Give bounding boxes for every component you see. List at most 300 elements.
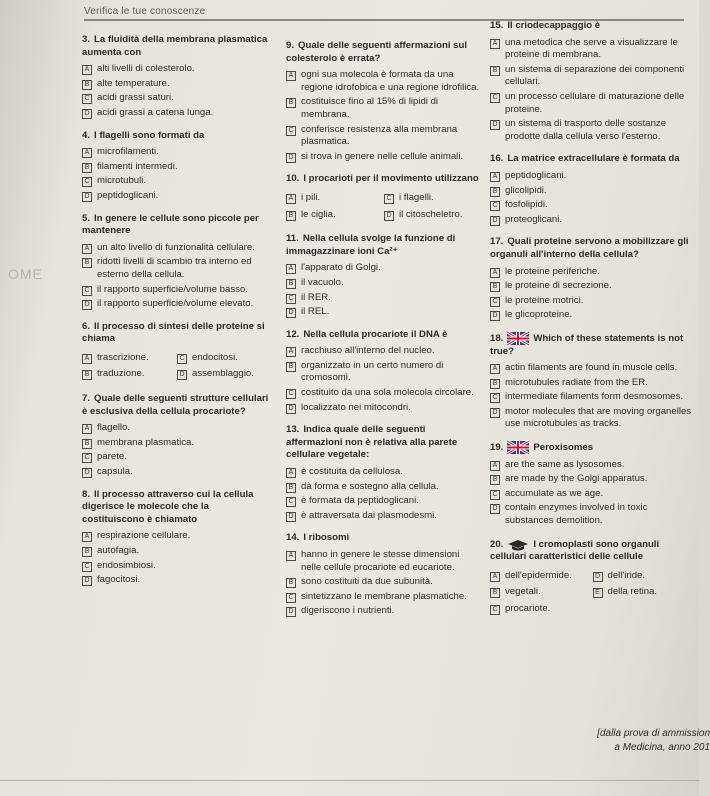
question-block bbox=[490, 332, 695, 431]
option-letter-box: A bbox=[82, 354, 92, 364]
option-text: motor molecules that are moving organelles use microtubules as tracks. bbox=[505, 405, 692, 430]
option-text: costituito da una sola molecola circolare. bbox=[301, 387, 474, 399]
option-letter-box: C bbox=[490, 605, 500, 615]
question-block bbox=[286, 233, 482, 319]
option-letter-box: D bbox=[490, 408, 500, 418]
answer-option[interactable] bbox=[82, 437, 272, 450]
question-text bbox=[82, 213, 272, 238]
answer-option[interactable] bbox=[490, 377, 695, 390]
option-text: le ciglia. bbox=[301, 208, 336, 220]
option-row bbox=[82, 350, 272, 367]
option-text: il citoscheletro. bbox=[399, 208, 463, 220]
option-letter-box: C bbox=[490, 297, 500, 307]
option-text: le proteine periferiche. bbox=[505, 265, 600, 277]
option-text: peptidoglicani. bbox=[97, 189, 159, 201]
option-letter-box: A bbox=[286, 551, 296, 561]
answer-option[interactable] bbox=[490, 266, 695, 279]
option-text: il vacuolo. bbox=[301, 276, 344, 288]
answer-option[interactable] bbox=[82, 451, 272, 464]
answer-option[interactable] bbox=[490, 488, 695, 501]
option-text: trascrizione. bbox=[97, 351, 149, 363]
option-text: respirazione cellulare. bbox=[97, 530, 191, 542]
answer-option[interactable] bbox=[82, 298, 272, 311]
option-letter-box: D bbox=[490, 120, 500, 130]
option-letter-box: A bbox=[490, 461, 500, 471]
option-letter-box: A bbox=[82, 244, 92, 254]
option-letter-box: B bbox=[286, 98, 296, 108]
option-letter-box: D bbox=[82, 109, 92, 119]
option-text: membrana plasmatica. bbox=[97, 436, 195, 448]
answer-option[interactable] bbox=[384, 192, 482, 205]
option-letter-box: A bbox=[286, 468, 296, 478]
question-text bbox=[286, 329, 482, 342]
answer-option[interactable] bbox=[384, 209, 482, 222]
answer-option[interactable] bbox=[82, 63, 272, 76]
option-text: ridotti livelli di scambio tra interno ed esterno della cellula. bbox=[97, 256, 252, 280]
question-stem: Nella cellula svolge la funzione di immagazzinare ioni Ca²⁺ bbox=[286, 233, 456, 257]
option-text: fagocitosi. bbox=[97, 574, 141, 586]
question-block bbox=[286, 424, 482, 522]
question-number: 7. bbox=[82, 393, 91, 405]
answer-option[interactable] bbox=[82, 78, 272, 91]
question-stem: I procarioti per il movimento utilizzano bbox=[303, 173, 479, 185]
option-text: dà forma e sostegno alla cellula. bbox=[301, 480, 439, 492]
page-header: Verifica le tue conoscenze bbox=[84, 6, 206, 17]
option-row bbox=[490, 601, 695, 618]
option-text: un processo cellulare di maturazione delle proteine. bbox=[505, 90, 685, 115]
option-letter-box: A bbox=[286, 194, 296, 204]
option-letter-box: A bbox=[82, 424, 92, 434]
option-letter-box: C bbox=[82, 453, 92, 463]
answer-option[interactable] bbox=[286, 481, 482, 494]
option-text: un sistema di separazione dei componenti cellulari. bbox=[505, 63, 685, 88]
option-letter-box: B bbox=[82, 370, 92, 380]
answer-option[interactable] bbox=[286, 69, 482, 94]
answer-option[interactable] bbox=[286, 591, 482, 604]
option-letter-box: C bbox=[82, 286, 92, 296]
option-text: le glicoproteine. bbox=[505, 309, 573, 321]
option-text: racchiuso all'interno del nucleo. bbox=[301, 345, 435, 357]
answer-option[interactable] bbox=[286, 277, 482, 290]
answer-option[interactable] bbox=[490, 459, 695, 472]
answer-option[interactable] bbox=[286, 576, 482, 589]
answer-option[interactable] bbox=[490, 391, 695, 404]
option-text: capsula. bbox=[97, 466, 133, 478]
answer-option[interactable] bbox=[490, 406, 695, 431]
option-text: glicolipidi. bbox=[505, 184, 547, 196]
answer-option[interactable] bbox=[286, 387, 482, 400]
uk-flag-icon bbox=[507, 441, 529, 454]
question-block bbox=[82, 321, 272, 383]
question-number: 11. bbox=[286, 233, 299, 245]
option-letter-box: C bbox=[286, 294, 296, 304]
answer-option[interactable] bbox=[490, 309, 695, 322]
answer-option[interactable] bbox=[82, 466, 272, 479]
question-stem: Peroxisomes bbox=[533, 442, 594, 454]
option-row bbox=[82, 366, 272, 383]
option-letter-box: D bbox=[82, 576, 92, 586]
question-number: 9. bbox=[286, 40, 295, 51]
answer-option[interactable] bbox=[82, 190, 272, 203]
option-letter-box: C bbox=[286, 389, 296, 399]
question-stem: Nella cellula procariote il DNA è bbox=[303, 328, 448, 340]
option-letter-box: B bbox=[286, 362, 296, 372]
option-letter-box: C bbox=[177, 354, 187, 364]
question-stem: La fluidità della membrana plasmatica aumenta con bbox=[82, 34, 268, 58]
option-letter-box: D bbox=[286, 404, 296, 414]
option-letter-box: B bbox=[286, 578, 296, 588]
answer-option[interactable] bbox=[286, 495, 482, 508]
question-block bbox=[286, 532, 482, 618]
option-text: è costituita da cellulosa. bbox=[301, 466, 403, 478]
option-text: si trova in genere nelle cellule animali. bbox=[301, 150, 464, 162]
question-block bbox=[82, 489, 272, 587]
question-block bbox=[490, 538, 695, 618]
option-text: acidi grassi a catena lunga. bbox=[97, 106, 214, 118]
answer-option[interactable] bbox=[286, 151, 482, 164]
option-letter-box: C bbox=[490, 393, 500, 403]
graduation-cap-icon bbox=[507, 538, 529, 551]
option-letter-box: D bbox=[490, 216, 500, 226]
question-block bbox=[490, 153, 695, 226]
answer-option[interactable] bbox=[286, 209, 384, 222]
option-letter-box: B bbox=[490, 588, 500, 598]
answer-option[interactable] bbox=[286, 345, 482, 358]
answer-option[interactable] bbox=[286, 306, 482, 319]
question-block bbox=[82, 130, 272, 203]
option-text: i flagelli. bbox=[399, 191, 434, 203]
question-block bbox=[286, 173, 482, 223]
option-letter-box: B bbox=[286, 211, 296, 221]
answer-option[interactable] bbox=[286, 549, 482, 574]
question-text bbox=[490, 236, 695, 261]
option-letter-box: B bbox=[82, 547, 92, 557]
option-text: è attraversata dai plasmodesmi. bbox=[301, 509, 437, 521]
answer-option[interactable] bbox=[490, 170, 695, 183]
question-text bbox=[490, 441, 695, 455]
column-right bbox=[490, 20, 695, 628]
option-text: procariote. bbox=[505, 603, 551, 615]
answer-option[interactable] bbox=[286, 292, 482, 305]
option-text: peptidoglicani. bbox=[505, 169, 567, 181]
option-text: filamenti intermedi. bbox=[97, 160, 178, 172]
question-number: 14. bbox=[286, 532, 300, 544]
answer-option[interactable] bbox=[286, 466, 482, 479]
option-text: dell'iride. bbox=[607, 569, 646, 581]
question-text bbox=[82, 321, 272, 346]
option-letter-box: C bbox=[82, 94, 92, 104]
option-letter-box: B bbox=[490, 475, 500, 485]
option-letter-box: D bbox=[490, 504, 500, 514]
answer-option[interactable] bbox=[82, 368, 177, 381]
bottom-divider bbox=[0, 780, 699, 781]
option-letter-box: D bbox=[593, 572, 603, 582]
option-letter-box: C bbox=[286, 126, 296, 136]
answer-option[interactable] bbox=[286, 360, 482, 385]
option-letter-box: D bbox=[82, 192, 92, 202]
answer-option[interactable] bbox=[490, 214, 695, 227]
option-letter-box: A bbox=[490, 172, 500, 182]
answer-option[interactable] bbox=[490, 185, 695, 198]
question-number: 16. bbox=[490, 153, 504, 165]
question-block bbox=[490, 20, 695, 143]
answer-option[interactable] bbox=[82, 530, 272, 543]
option-letter-box: C bbox=[490, 93, 500, 103]
option-text: il REL. bbox=[301, 306, 330, 318]
answer-option[interactable] bbox=[490, 362, 695, 375]
option-text: vegetali. bbox=[505, 586, 541, 598]
answer-option[interactable] bbox=[286, 192, 384, 205]
option-text: hanno in genere le stesse dimensioni nelle cellule procariote ed eucariote. bbox=[301, 549, 460, 573]
option-letter-box: B bbox=[82, 258, 92, 268]
answer-option[interactable] bbox=[286, 96, 482, 121]
option-text: localizzato nei mitocondri. bbox=[301, 401, 411, 413]
question-stem: Quale delle seguenti affermazioni sul colesterolo è errata? bbox=[286, 40, 468, 64]
source-note-line1: [dalla prova di ammission bbox=[597, 728, 710, 739]
option-text: alte temperature. bbox=[97, 77, 170, 89]
question-stem: I ribosomi bbox=[303, 532, 350, 544]
option-text: il rapporto superficie/volume basso. bbox=[97, 283, 248, 295]
option-letter-box: D bbox=[286, 607, 296, 617]
question-text bbox=[490, 20, 695, 33]
option-text: fosfolipidi. bbox=[505, 199, 548, 211]
uk-flag-icon bbox=[507, 332, 529, 345]
answer-option[interactable] bbox=[286, 124, 482, 149]
answer-option[interactable] bbox=[82, 574, 272, 587]
answer-option[interactable] bbox=[490, 199, 695, 212]
option-text: autofagia. bbox=[97, 545, 140, 556]
option-letter-box: C bbox=[490, 490, 500, 500]
answer-option[interactable] bbox=[177, 352, 272, 365]
option-row bbox=[286, 190, 482, 207]
option-text: microfilamenti. bbox=[97, 146, 159, 158]
question-stem: I flagelli sono formati da bbox=[94, 129, 205, 141]
answer-option[interactable] bbox=[490, 586, 593, 599]
option-letter-box: B bbox=[490, 379, 500, 389]
question-text bbox=[82, 489, 272, 527]
answer-option[interactable] bbox=[490, 295, 695, 308]
answer-option[interactable] bbox=[82, 284, 272, 297]
answer-option[interactable] bbox=[490, 37, 695, 62]
question-block bbox=[490, 236, 695, 322]
question-block bbox=[490, 441, 695, 528]
option-letter-box: C bbox=[82, 562, 92, 572]
option-row bbox=[286, 207, 482, 224]
question-text bbox=[82, 393, 272, 418]
question-stem: I cromoplasti sono organuli cellulari caratteristici delle cellule bbox=[490, 538, 660, 563]
question-stem: Quali proteine servono a mobilizzare gli organuli all'interno della cellula? bbox=[490, 236, 689, 260]
answer-option[interactable] bbox=[286, 262, 482, 275]
question-text bbox=[286, 40, 482, 65]
question-block bbox=[286, 40, 482, 163]
option-text: sintetizzano le membrane plasmatiche. bbox=[301, 590, 467, 602]
answer-option[interactable] bbox=[490, 473, 695, 486]
question-stem: Il processo attraverso cui la cellula digerisce le molecole che la costituiscono è chiamato bbox=[82, 488, 254, 525]
question-number: 5. bbox=[82, 212, 91, 224]
option-letter-box: C bbox=[286, 593, 296, 603]
question-block bbox=[82, 213, 272, 311]
option-text: i pili. bbox=[301, 191, 321, 203]
option-text: conferisce resistenza alla membrana plasmatica. bbox=[301, 123, 458, 148]
answer-option[interactable] bbox=[82, 146, 272, 159]
question-text bbox=[490, 538, 695, 564]
column-left bbox=[82, 34, 272, 597]
answer-option[interactable] bbox=[82, 422, 272, 435]
question-number: 12. bbox=[286, 328, 300, 340]
option-text: le proteine di secrezione. bbox=[505, 280, 612, 292]
option-text: flagello. bbox=[97, 422, 131, 434]
answer-option[interactable] bbox=[82, 175, 272, 188]
question-number: 20. bbox=[490, 538, 504, 550]
option-text: endocitosi. bbox=[192, 351, 238, 363]
option-text: actin filaments are found in muscle cells. bbox=[505, 362, 678, 374]
answer-option[interactable] bbox=[490, 603, 593, 616]
option-text: alti livelli di colesterolo. bbox=[97, 63, 195, 75]
question-text bbox=[82, 34, 272, 59]
option-text: assemblaggio. bbox=[192, 368, 254, 380]
question-text bbox=[286, 424, 482, 462]
option-text: dell'epidermide. bbox=[505, 569, 572, 581]
option-letter-box: A bbox=[286, 71, 296, 81]
answer-option[interactable] bbox=[82, 560, 272, 573]
option-letter-box: B bbox=[490, 282, 500, 292]
question-stem: La matrice extracellulare è formata da bbox=[507, 153, 680, 165]
option-text: microtubuli. bbox=[97, 175, 147, 187]
option-text: il RER. bbox=[301, 291, 331, 303]
answer-option[interactable] bbox=[82, 92, 272, 105]
option-text: organizzato in un certo numero di cromosomi. bbox=[301, 359, 444, 384]
option-letter-box: B bbox=[82, 163, 92, 173]
question-block bbox=[82, 34, 272, 120]
option-letter-box: B bbox=[286, 483, 296, 493]
option-text: accumulate as we age. bbox=[505, 487, 604, 499]
answer-option[interactable] bbox=[490, 91, 695, 116]
answer-option[interactable] bbox=[82, 352, 177, 365]
answer-option[interactable] bbox=[593, 586, 696, 599]
option-letter-box: B bbox=[490, 187, 500, 197]
question-text bbox=[82, 130, 272, 143]
option-letter-box: A bbox=[82, 65, 92, 75]
option-text: traduzione. bbox=[97, 368, 145, 380]
answer-option[interactable] bbox=[490, 64, 695, 89]
question-stem: Il processo di sintesi delle proteine si chiama bbox=[82, 320, 265, 345]
question-number: 4. bbox=[82, 129, 91, 141]
answer-option[interactable] bbox=[82, 107, 272, 120]
source-note bbox=[540, 727, 710, 755]
question-number: 3. bbox=[82, 34, 91, 45]
option-letter-box: C bbox=[384, 194, 394, 204]
question-number: 19. bbox=[490, 442, 504, 454]
option-text: il rapporto superficie/volume elevato. bbox=[97, 298, 254, 310]
question-text bbox=[490, 332, 695, 358]
margin-mark: OME bbox=[8, 266, 43, 282]
option-letter-box: B bbox=[82, 80, 92, 90]
option-row bbox=[490, 568, 695, 585]
option-letter-box: A bbox=[82, 148, 92, 158]
option-text: are made by the Golgi apparatus. bbox=[505, 473, 648, 485]
option-text: è formata da peptidoglicani. bbox=[301, 495, 419, 507]
option-letter-box: A bbox=[82, 532, 92, 542]
option-text: una metodica che serve a visualizzare le proteine di membrana. bbox=[505, 36, 678, 61]
option-letter-box: B bbox=[286, 279, 296, 289]
option-text: sono costituiti da due subunità. bbox=[301, 576, 433, 588]
column-middle bbox=[286, 40, 482, 628]
option-letter-box: A bbox=[490, 572, 500, 582]
option-text: contain enzymes involved in toxic substances demolition. bbox=[505, 502, 648, 527]
option-text: endosimbiosi. bbox=[97, 559, 156, 571]
option-text: l'apparato di Golgi. bbox=[301, 262, 381, 274]
option-letter-box: D bbox=[286, 512, 296, 522]
option-letter-box: B bbox=[490, 66, 500, 76]
answer-option[interactable] bbox=[490, 570, 593, 583]
option-letter-box: E bbox=[593, 588, 603, 598]
option-text: ogni sua molecola è formata da una regione idrofobica e una regione idrofilica. bbox=[301, 69, 480, 93]
option-letter-box: D bbox=[82, 468, 92, 478]
answer-option[interactable] bbox=[82, 256, 272, 281]
option-letter-box: A bbox=[286, 264, 296, 274]
question-number: 10. bbox=[286, 173, 300, 185]
question-number: 13. bbox=[286, 424, 300, 436]
option-text: parete. bbox=[97, 451, 127, 463]
question-text bbox=[286, 173, 482, 186]
option-letter-box: C bbox=[490, 201, 500, 211]
option-letter-box: A bbox=[490, 364, 500, 374]
question-text bbox=[286, 233, 482, 258]
question-stem: In genere le cellule sono piccole per mantenere bbox=[82, 212, 259, 237]
question-number: 6. bbox=[82, 320, 91, 332]
option-text: costituisce fino al 15% di lipidi di membrana. bbox=[301, 96, 439, 120]
option-text: della retina. bbox=[607, 586, 658, 598]
option-letter-box: D bbox=[384, 211, 394, 221]
option-text: proteoglicani. bbox=[505, 213, 563, 225]
option-letter-box: A bbox=[490, 39, 500, 49]
answer-option[interactable] bbox=[177, 368, 272, 381]
option-letter-box: D bbox=[177, 370, 187, 380]
option-text: le proteine motrici. bbox=[505, 294, 584, 306]
answer-option[interactable] bbox=[82, 242, 272, 255]
answer-option[interactable] bbox=[490, 502, 695, 527]
option-text: acidi grassi saturi. bbox=[97, 92, 174, 104]
answer-option[interactable] bbox=[82, 545, 272, 558]
question-block bbox=[286, 329, 482, 415]
question-number: 18. bbox=[490, 332, 504, 344]
answer-option[interactable] bbox=[286, 605, 482, 618]
question-stem: Which of these statements is not true? bbox=[490, 332, 684, 357]
question-stem: Indica quale delle seguenti affermazioni non è relativa alla parete cellulare vegetale: bbox=[286, 424, 458, 461]
answer-option[interactable] bbox=[286, 510, 482, 523]
option-letter-box: A bbox=[286, 347, 296, 357]
option-text: are the same as lysosomes. bbox=[505, 458, 625, 470]
answer-option[interactable] bbox=[593, 570, 696, 583]
answer-option[interactable] bbox=[82, 161, 272, 174]
question-text bbox=[490, 153, 695, 166]
option-letter-box: C bbox=[82, 177, 92, 187]
option-letter-box: D bbox=[286, 153, 296, 163]
option-letter-box: D bbox=[82, 300, 92, 310]
option-letter-box: D bbox=[286, 308, 296, 318]
answer-option[interactable] bbox=[490, 118, 695, 143]
option-text: un sistema di trasporto delle sostanze prodotte dalla cellula verso l'esterno. bbox=[505, 118, 667, 142]
question-number: 8. bbox=[82, 488, 91, 500]
option-letter-box: C bbox=[286, 497, 296, 507]
option-text: microtubules radiate from the ER. bbox=[505, 376, 648, 388]
option-letter-box: B bbox=[82, 439, 92, 449]
answer-option[interactable] bbox=[286, 402, 482, 415]
option-letter-box: D bbox=[490, 311, 500, 321]
question-stem: Quale delle seguenti strutture cellulari è esclusiva della cellula procariote? bbox=[82, 393, 269, 417]
answer-option[interactable] bbox=[490, 280, 695, 293]
option-text: digeriscono i nutrienti. bbox=[301, 605, 395, 617]
